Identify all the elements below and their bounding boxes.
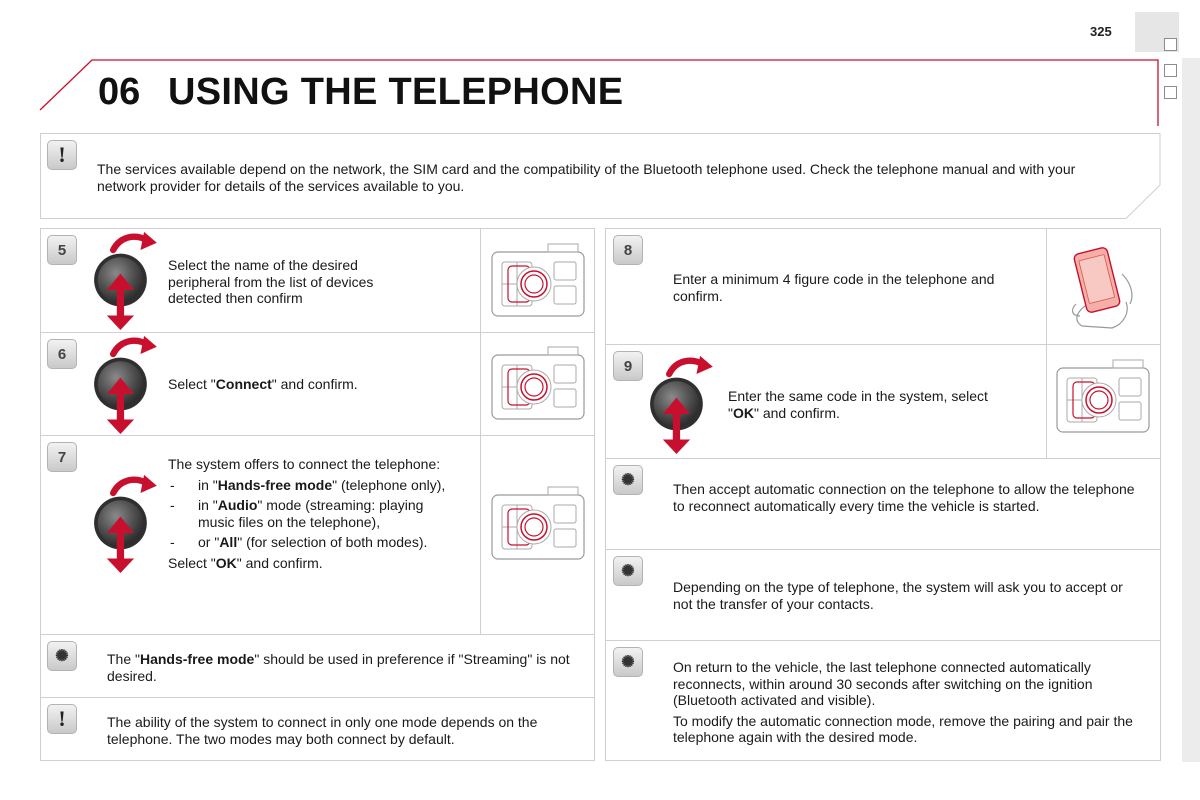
auto-connection-tip-text: Then accept automatic connection on the telephone to allow the telephone to reconnect automatically every time the vehicle is started. bbox=[673, 481, 1135, 514]
step-5-text: Select the name of the desired peripheral from the list of devices detected then confirm bbox=[168, 257, 374, 306]
step-7-final: Select "OK" and confirm. bbox=[168, 554, 323, 571]
step-9-text: Enter the same code in the system, select "OK" and confirm. bbox=[728, 388, 988, 421]
intro-warning-text: The services available depend on the network, the SIM card and the compatibility of the Bluetooth telephone used. Check the telephone manual and with your network provider for details of the services available to you. bbox=[97, 161, 1076, 194]
audio-panel-icon bbox=[1053, 358, 1153, 438]
option-all: - or "All" (for selection of both modes). bbox=[168, 534, 453, 551]
lightbulb-icon: ✺ bbox=[613, 556, 643, 586]
step-8-badge: 8 bbox=[613, 235, 643, 265]
page-title: USING THE TELEPHONE bbox=[168, 71, 624, 113]
step-7-intro: The system offers to connect the telephone: bbox=[168, 456, 441, 472]
nav-square-3 bbox=[1164, 86, 1177, 99]
rotary-knob-icon bbox=[92, 230, 158, 330]
chapter-number: 06 bbox=[98, 71, 141, 113]
connection-options-list bbox=[168, 477, 453, 551]
audio-panel-icon bbox=[488, 485, 588, 565]
reconnection-tip-text: On return to the vehicle, the last telephone connected automatically reconnects, within around 30 seconds after switching on the ignition (Bluetooth activated and visible). To modify the automatic connection mode, remove the pairing and pair the telephone again with the desired mode. bbox=[673, 659, 1133, 745]
lightbulb-icon: ✺ bbox=[613, 465, 643, 495]
page-number: 325 bbox=[1090, 24, 1112, 39]
nav-square-1 bbox=[1164, 38, 1177, 51]
step-5-badge: 5 bbox=[47, 235, 77, 265]
rotary-knob-icon bbox=[92, 334, 158, 434]
step-7-text bbox=[168, 456, 453, 571]
step-8-text: Enter a minimum 4 figure code in the telephone and confirm. bbox=[673, 271, 995, 304]
step-6-badge: 6 bbox=[47, 339, 77, 369]
contacts-transfer-tip-text: Depending on the type of telephone, the system will ask you to accept or not the transfer of your contacts. bbox=[673, 579, 1123, 612]
step-6-text: Select "Connect" and confirm. bbox=[168, 376, 358, 392]
lightbulb-icon: ✺ bbox=[47, 641, 77, 671]
exclamation-icon: ! bbox=[47, 140, 77, 170]
side-tab-strip bbox=[1182, 58, 1200, 762]
rotary-knob-icon bbox=[648, 354, 714, 454]
hands-free-tip-text: The "Hands-free mode" should be used in preference if "Streaming" is not desired. bbox=[107, 651, 570, 684]
exclamation-icon: ! bbox=[47, 704, 77, 734]
smartphone-icon bbox=[1060, 244, 1150, 334]
connection-mode-warning-text: The ability of the system to connect in only one mode depends on the telephone. The two modes may both connect by default. bbox=[107, 714, 538, 747]
option-audio: - in "Audio" mode (streaming: playing music files on the telephone), bbox=[168, 497, 453, 530]
option-hands-free: - in "Hands-free mode" (telephone only), bbox=[168, 477, 453, 494]
step-9-badge: 9 bbox=[613, 351, 643, 381]
rotary-knob-icon bbox=[92, 473, 158, 573]
lightbulb-icon: ✺ bbox=[613, 647, 643, 677]
nav-square-2 bbox=[1164, 64, 1177, 77]
audio-panel-icon bbox=[488, 242, 588, 322]
audio-panel-icon bbox=[488, 345, 588, 425]
step-7-badge: 7 bbox=[47, 442, 77, 472]
